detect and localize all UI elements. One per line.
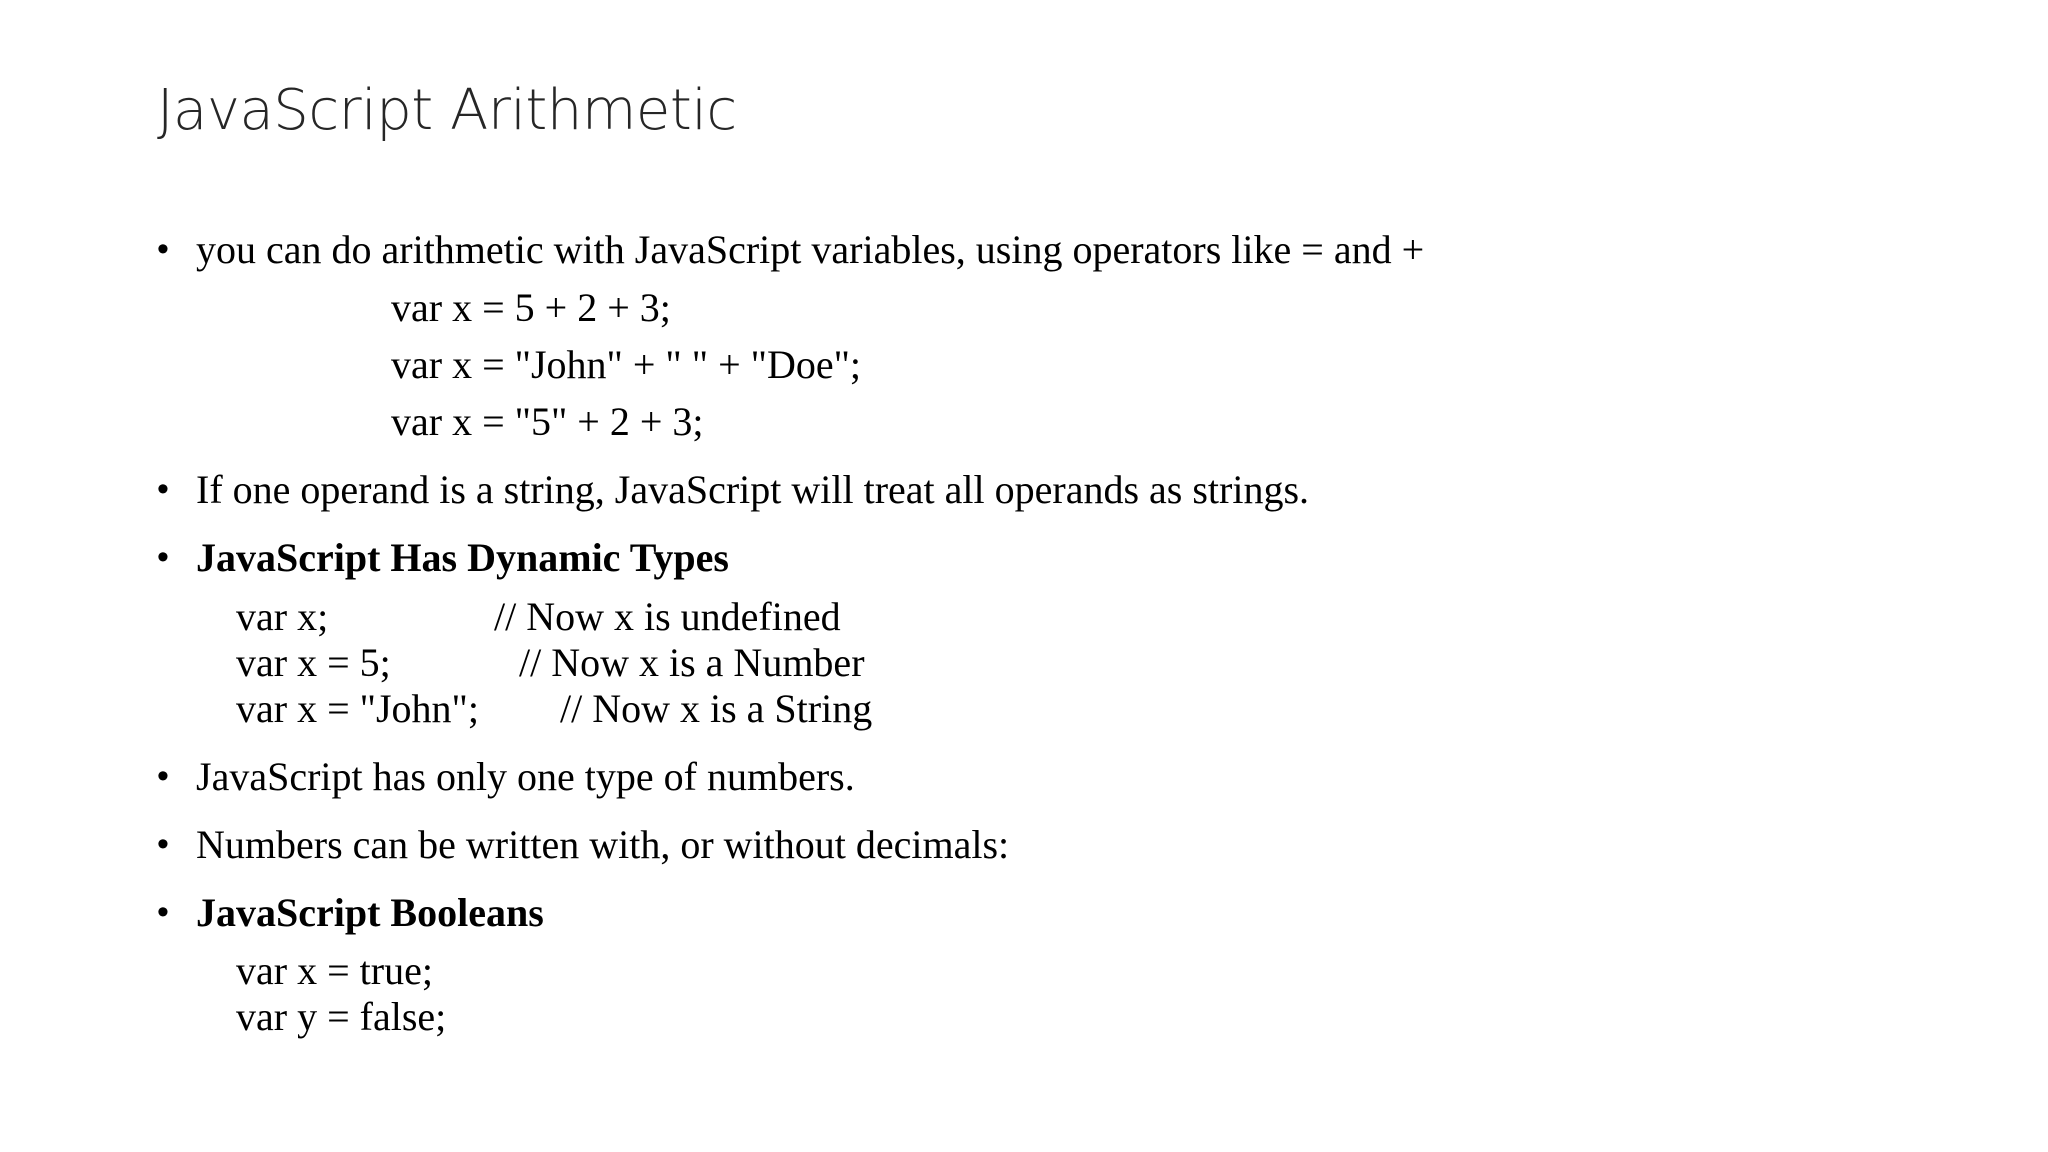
bullet-heading-booleans: JavaScript Booleans (196, 890, 544, 935)
bullet-text-decimals: Numbers can be written with, or without decimals: (196, 822, 1010, 867)
bullet-text-operand: If one operand is a string, JavaScript will treat all operands as strings. (196, 467, 1310, 512)
bullet-text-numbers-type: JavaScript has only one type of numbers. (196, 754, 855, 799)
slide-title: JavaScript Arithmetic (157, 78, 737, 143)
code-statement: var x = 5; (236, 640, 391, 685)
bullet-glyph: • (157, 230, 169, 268)
bullet-heading-dynamic-types: JavaScript Has Dynamic Types (196, 535, 729, 580)
bullet-glyph: • (157, 538, 169, 576)
code-comment: // Now x is undefined (494, 594, 841, 639)
bullet-glyph: • (157, 893, 169, 931)
code-comment: // Now x is a Number (519, 640, 865, 685)
code-line: var y = false; (236, 994, 447, 1039)
code-line: var x = "5" + 2 + 3; (391, 399, 704, 444)
code-line: var x = true; (236, 948, 433, 993)
bullet-text-arithmetic: you can do arithmetic with JavaScript variables, using operators like = and + (196, 227, 1425, 272)
code-statement: var x = "John"; (236, 686, 479, 731)
code-statement: var x; (236, 594, 329, 639)
bullet-glyph: • (157, 757, 169, 795)
code-line: var x = 5 + 2 + 3; (391, 285, 671, 330)
code-comment: // Now x is a String (560, 686, 873, 731)
code-line (236, 640, 865, 685)
code-line (236, 686, 873, 731)
bullet-glyph: • (157, 470, 169, 508)
code-line: var x = "John" + " " + "Doe"; (391, 342, 862, 387)
code-line (236, 594, 841, 639)
bullet-glyph: • (157, 825, 169, 863)
